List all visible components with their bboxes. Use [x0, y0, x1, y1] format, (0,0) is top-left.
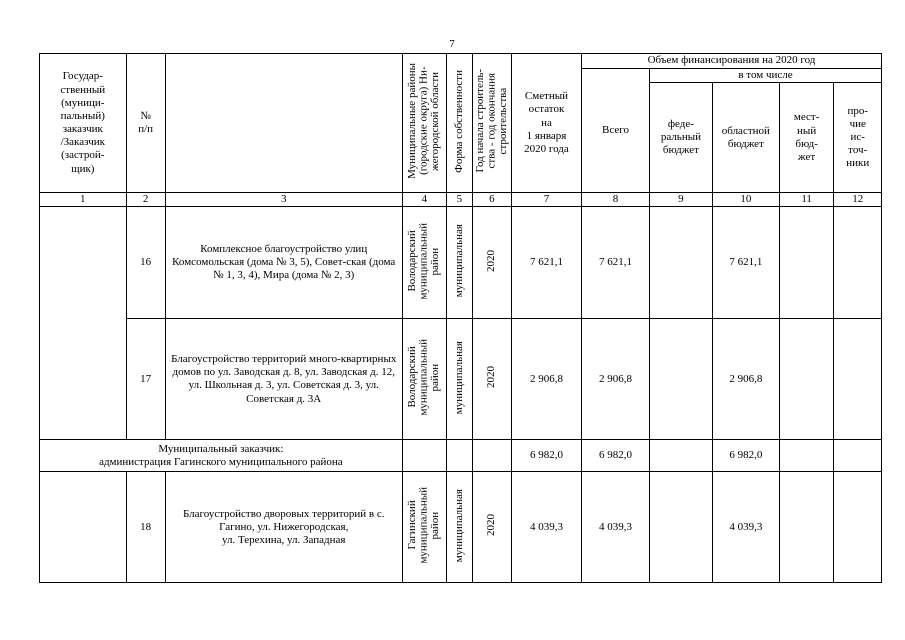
subtotal-estimate: 6 982,0	[511, 440, 581, 472]
row-num: 18	[126, 472, 165, 583]
year: 2020	[485, 514, 498, 537]
ownership: муниципальная	[452, 224, 465, 298]
other-value	[834, 319, 882, 440]
total-value: 7 621,1	[582, 207, 650, 319]
column-number: 1	[40, 193, 127, 207]
table-row	[40, 207, 882, 319]
header-estimate: Сметный остаток на 1 января 2020 года	[511, 54, 581, 193]
header-district: Муниципальные районы (городские округа) Ни- жегородской области	[406, 63, 442, 179]
estimate-value: 2 906,8	[511, 319, 581, 440]
subtotal-local	[779, 440, 834, 472]
ownership: муниципальная	[452, 488, 465, 562]
district-cell	[402, 319, 446, 440]
header-num: № п/п	[126, 54, 165, 193]
federal-value	[650, 207, 713, 319]
district: Гагинский муниципальный район	[406, 487, 442, 564]
column-number: 6	[472, 193, 511, 207]
column-number: 4	[402, 193, 446, 207]
federal-value	[650, 472, 713, 583]
object-name: Комплексное благоустройство улиц Комсомольская (дома № 3, 5), Совет-ская (дома № 1, 3, 4), Мира (дома № 2, 3)	[165, 207, 402, 319]
column-number: 8	[582, 193, 650, 207]
year-cell	[472, 319, 511, 440]
federal-value	[650, 319, 713, 440]
district-cell	[402, 472, 446, 583]
header-funding: Объем финансирования на 2020 год	[582, 54, 882, 69]
total-value: 4 039,3	[582, 472, 650, 583]
header-ownership-cell	[447, 54, 473, 193]
district: Володарский муниципальный район	[406, 339, 442, 416]
header-name	[165, 54, 402, 193]
subtotal-ownership	[447, 440, 473, 472]
header-ownership: Форма собственности	[452, 69, 465, 173]
header-district-cell	[402, 54, 446, 193]
year-cell	[472, 207, 511, 319]
header-regional: областной бюджет	[712, 83, 779, 193]
year: 2020	[485, 366, 498, 389]
object-name: Благоустройство территорий много-квартирных домов по ул. Заводская д. 8, ул. Заводская д. 12, ул. Школьная д. 3, ул. Советская д. 3, ул. Советская д. 3А	[165, 319, 402, 440]
row-num: 17	[126, 319, 165, 440]
subtotal-district	[402, 440, 446, 472]
subtotal-other	[834, 440, 882, 472]
financing-table	[39, 53, 882, 583]
header-including: в том числе	[650, 69, 882, 83]
header-years-cell	[472, 54, 511, 193]
subtotal-total: 6 982,0	[582, 440, 650, 472]
column-number: 7	[511, 193, 581, 207]
ownership-cell	[447, 472, 473, 583]
regional-value: 4 039,3	[712, 472, 779, 583]
other-value	[834, 207, 882, 319]
regional-value: 7 621,1	[712, 207, 779, 319]
column-number: 2	[126, 193, 165, 207]
table-row	[40, 319, 882, 440]
district-cell	[402, 207, 446, 319]
district: Володарский муниципальный район	[406, 222, 442, 300]
table-row	[40, 472, 882, 583]
header-federal: феде- ральный бюджет	[650, 83, 713, 193]
header-total: Всего	[582, 69, 650, 193]
ownership-cell	[447, 207, 473, 319]
subtotal-row	[40, 440, 882, 472]
regional-value: 2 906,8	[712, 319, 779, 440]
column-number: 12	[834, 193, 882, 207]
customer-cell	[40, 207, 127, 440]
year-cell	[472, 472, 511, 583]
customer-cell	[40, 472, 127, 583]
column-numbers-row	[40, 193, 882, 207]
column-number: 11	[779, 193, 834, 207]
column-number: 10	[712, 193, 779, 207]
other-value	[834, 472, 882, 583]
subtotal-label: Муниципальный заказчик: администрация Гагинского муниципального района	[40, 440, 403, 472]
subtotal-federal	[650, 440, 713, 472]
page-number: 7	[449, 38, 455, 50]
local-value	[779, 472, 834, 583]
total-value: 2 906,8	[582, 319, 650, 440]
ownership-cell	[447, 319, 473, 440]
subtotal-regional: 6 982,0	[712, 440, 779, 472]
header-years: Год начала строитель- ства - год окончания строительства	[473, 69, 509, 173]
header-customer: Государ- ственный (муници- пальный) заказчик /Заказчик (застрой- щик)	[40, 54, 127, 193]
row-num: 16	[126, 207, 165, 319]
column-number: 3	[165, 193, 402, 207]
estimate-value: 7 621,1	[511, 207, 581, 319]
header-local: мест- ный бюд- жет	[779, 83, 834, 193]
column-number: 9	[650, 193, 713, 207]
header-other: про- чие ис- точ- ники	[834, 83, 882, 193]
year: 2020	[485, 249, 498, 272]
local-value	[779, 319, 834, 440]
column-number: 5	[447, 193, 473, 207]
object-name: Благоустройство дворовых территорий в с. Гагино, ул. Нижегородская, ул. Терехина, ул. Западная	[165, 472, 402, 583]
estimate-value: 4 039,3	[511, 472, 581, 583]
local-value	[779, 207, 834, 319]
subtotal-year	[472, 440, 511, 472]
ownership: муниципальная	[452, 340, 465, 414]
